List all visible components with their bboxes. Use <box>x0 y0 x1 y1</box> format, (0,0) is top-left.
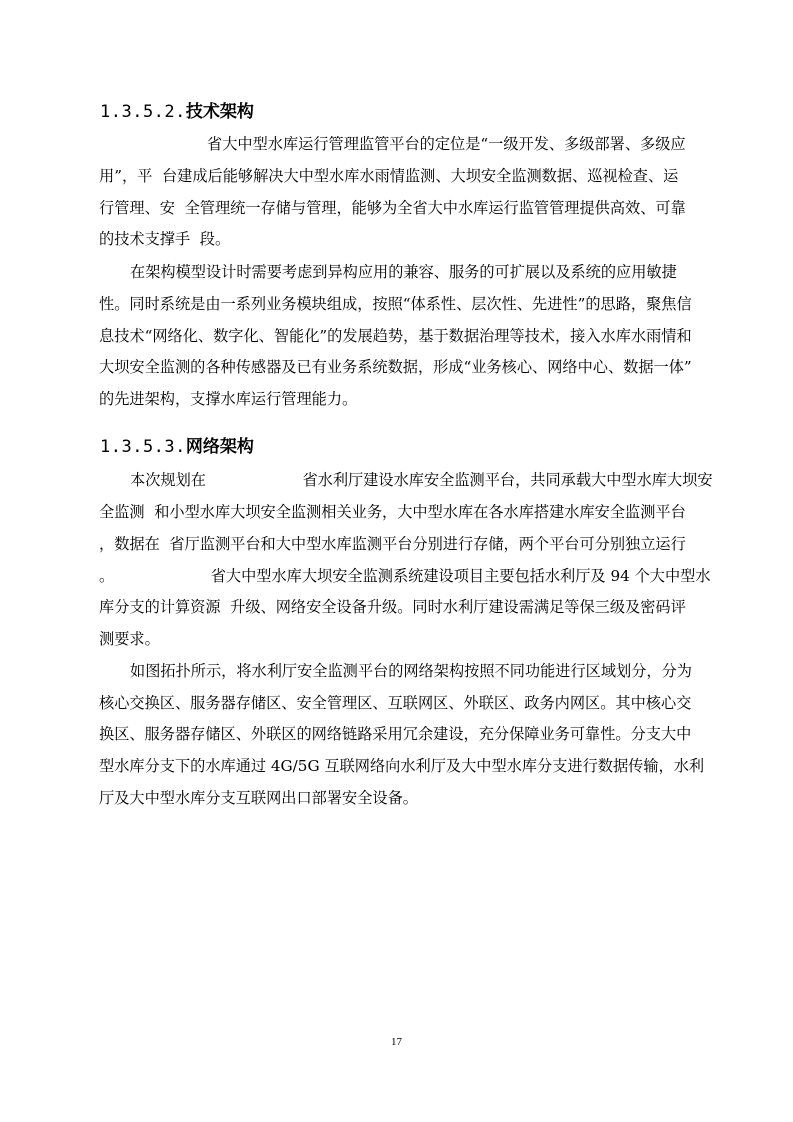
paragraph-line: 息技术“网络化、数字化、智能化”的发展趋势，基于数据治理等技术，接入水库水雨情和 <box>99 327 692 345</box>
paragraph-line: 测要求。 <box>99 630 160 648</box>
paragraph-line: 如图拓扑所示，将水利厅安全监测平台的网络架构按照不同功能进行区域划分，分为 <box>130 662 692 680</box>
paragraph-line: 在架构模型设计时需要考虑到异构应用的兼容、服务的可扩展以及系统的应用敏捷 <box>130 263 677 281</box>
paragraph-line: 库分支的计算资源 升级、网络安全设备升级。同时水利厅建设需满足等保三级及密码评 <box>99 598 686 616</box>
paragraph-line: ，数据在 省厅监测平台和大中型水库监测平台分别进行存储，两个平台可分别独立运行 <box>99 535 686 553</box>
section-heading-network-architecture <box>100 436 254 458</box>
paragraph-line: 大坝安全监测的各种传感器及已有业务系统数据，形成“业务核心、网络中心、数据一体” <box>99 358 692 376</box>
paragraph-line: 全监测 和小型水库大坝安全监测相关业务，大中型水库在各水库搭建水库安全监测平台 <box>99 503 686 521</box>
paragraph-line: 。 省大中型水库大坝安全监测系统建设项目主要包括水利厅及 94 个大中型水 <box>99 567 711 585</box>
paragraph-line: 本次规划在 省水利厅建设水库安全监测平台，共同承载大中型水库大坝安 <box>130 471 713 489</box>
paragraph-line: 型水库分支下的水库通过 4G/5G 互联网络向水利厅及大中型水库分支进行数据传输，水利 <box>99 757 705 775</box>
section-title: 技术架构 <box>185 102 254 122</box>
paragraph-line: 核心交换区、服务器存储区、安全管理区、互联网区、外联区、政务内网区。其中核心交 <box>99 694 692 712</box>
paragraph-line: 行管理、安 全管理统一存储与管理，能够为全省大中水库运行监管管理提供高效、可靠 <box>99 199 686 217</box>
paragraph-line: 性。同时系统是由一系列业务模块组成，按照“体系性、层次性、先进性”的思路，聚焦信 <box>99 295 692 313</box>
section-title: 网络架构 <box>185 437 254 457</box>
paragraph-line: 的先进架构，支撑水库运行管理能力。 <box>99 390 358 408</box>
paragraph-line: 厅及大中型水库分支互联网出口部署安全设备。 <box>99 789 418 807</box>
section-number: 1.3.5.2. <box>100 102 186 122</box>
paragraph-line: 换区、服务器存储区、外联区的网络链路采用冗余建设，充分保障业务可靠性。分支大中 <box>99 725 692 743</box>
section-heading-technical-architecture <box>100 101 254 123</box>
paragraph-line: 的技术支撑手 段。 <box>99 230 231 248</box>
section-number: 1.3.5.3. <box>100 437 186 457</box>
paragraph-line: 省大中型水库运行管理监管平台的定位是“一级开发、多级部署、多级应 <box>207 135 686 153</box>
paragraph-line: 用”，平 台建成后能够解决大中型水库水雨情监测、大坝安全监测数据、巡视检查、运 <box>99 167 679 185</box>
page-number: 17 <box>391 1036 402 1048</box>
